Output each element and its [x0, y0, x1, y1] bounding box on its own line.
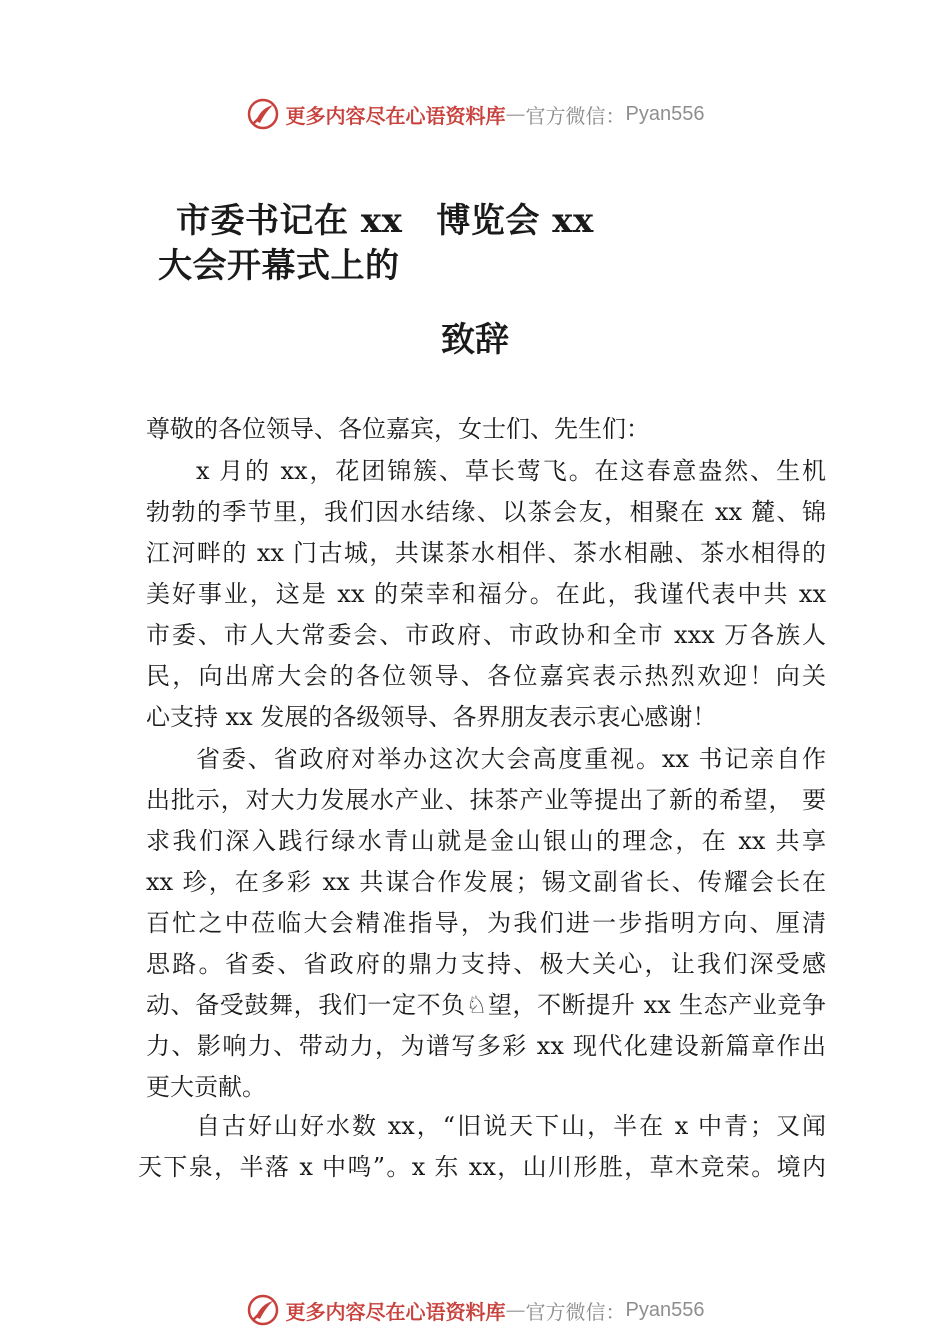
- watermark-account: Pyan556: [625, 102, 705, 125]
- paragraph-2: [146, 739, 826, 1108]
- title-line-2: 大会开幕式上的: [158, 246, 400, 286]
- watermark-wechat-label: 官方微信：: [525, 1299, 626, 1324]
- title-part-1: 市委书记在 xx: [176, 201, 403, 241]
- watermark-dash: —: [505, 102, 526, 126]
- paragraph-line: 自古好山好水数 xx，“旧说天下山，半在 x 中青；又闻: [196, 1112, 826, 1140]
- salutation: 尊敬的各位领导、各位嘉宾，女士们、先生们：: [146, 415, 650, 443]
- paragraph-line: 百忙之中莅临大会精准指导，为我们进一步指明方向、厘清: [146, 909, 826, 937]
- paragraph-line: 求我们深入践行绿水青山就是金山银山的理念，在 xx 共享: [146, 827, 826, 855]
- logo-icon: [246, 97, 280, 131]
- paragraph-line: 市委、市人大常委会、市政府、市政协和全市 xxx 万各族人: [146, 621, 826, 649]
- paragraph-line: 民，向出席大会的各位领导、各位嘉宾表示热烈欢迎！向关: [146, 662, 826, 690]
- title-line-1: [176, 193, 594, 242]
- watermark-wechat-label: 官方微信：: [525, 103, 626, 128]
- paragraph-line: 勃勃的季节里，我们因水结缘、以茶会友，相聚在 xx 麓、锦: [146, 498, 826, 526]
- paragraph-line: 动、备受鼓舞，我们一定不负♘望，不断提升 xx 生态产业竞争: [146, 991, 826, 1019]
- paragraph-line: 更大贡献。: [146, 1073, 266, 1101]
- paragraph-line: 省委、省政府对举办这次大会高度重视。xx 书记亲自作: [196, 745, 826, 773]
- watermark-brand-text: 更多内容尽在心语资料库: [285, 103, 506, 128]
- paragraph-3: [138, 1106, 826, 1188]
- watermark-brand-text: 更多内容尽在心语资料库: [285, 1299, 506, 1324]
- paragraph-line: 心支持 xx 发展的各级领导、各界朋友表示衷心感谢！: [146, 703, 717, 731]
- title-line-3: 致辞: [441, 320, 509, 360]
- paragraph-line: 力、影响力、带动力，为谱写多彩 xx 现代化建设新篇章作出: [146, 1032, 826, 1060]
- watermark-dash: —: [505, 1298, 526, 1322]
- paragraph-line: x 月的 xx，花团锦簇、草长莺飞。在这春意盎然、生机: [196, 457, 826, 485]
- paragraph-line: 思路。省委、省政府的鼎力支持、极大关心，让我们深受感: [146, 950, 826, 978]
- paragraph-line: xx 珍，在多彩 xx 共谋合作发展；锡文副省长、传耀会长在: [146, 868, 826, 896]
- paragraph-line: 美好事业，这是 xx 的荣幸和福分。在此，我谨代表中共 xx: [146, 580, 826, 608]
- paragraph-line: 出批示，对大力发展水产业、抹茶产业等提出了新的希望， 要: [146, 786, 826, 814]
- title-part-2: 博览会 xx: [436, 201, 594, 241]
- header-watermark-banner: [0, 94, 950, 134]
- logo-icon: [246, 1293, 280, 1327]
- paragraph-line: 江河畔的 xx 门古城，共谋茶水相伴、茶水相融、茶水相得的: [146, 539, 826, 567]
- paragraph-1: [146, 451, 826, 738]
- watermark-account: Pyan556: [625, 1298, 705, 1321]
- paragraph-line: 天下泉，半落 x 中鸣”。x 东 xx，山川形胜，草木竞荣。境内: [138, 1153, 826, 1181]
- footer-watermark-banner: [0, 1290, 950, 1330]
